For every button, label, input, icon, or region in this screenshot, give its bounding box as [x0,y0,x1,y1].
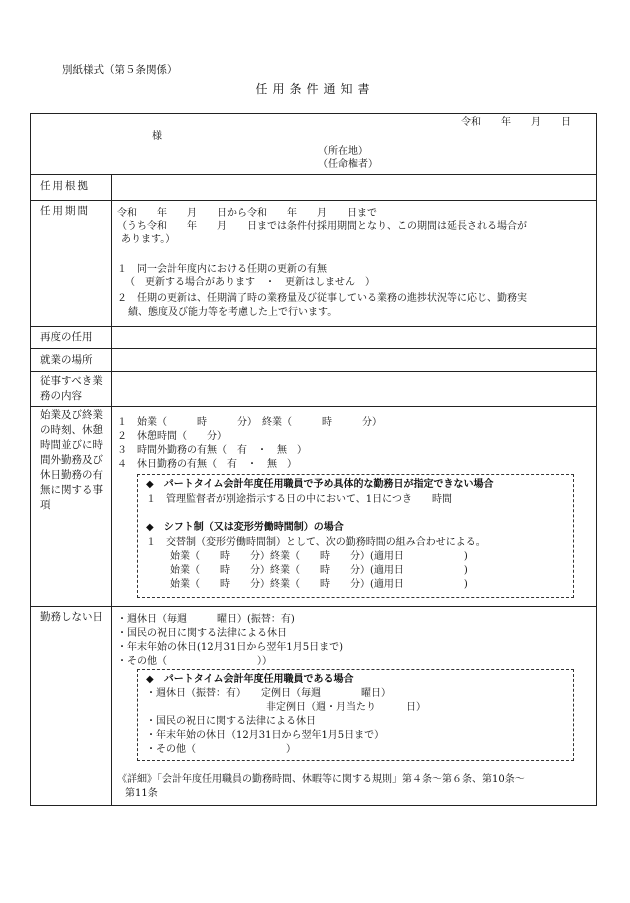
shift-line: 始業（ 時 分）終業（ 時 分）(適用日 ) [170,565,468,576]
divider [30,174,597,175]
box-line: ・その他（ ） [146,744,296,755]
hours-line: ２ 休憩時間（ 分） [117,431,227,442]
row-label-basis: 任用根拠 [40,180,90,192]
detail-line: 第11条 [125,788,158,799]
holiday-line: ・国民の祝日に関する法律による休日 [117,628,287,639]
hours-line: １ 始業（ 時 分） 終業（ 時 分） [117,417,382,428]
period-line: ２ 任期の更新は、任期満了時の業務量及び従事している業務の進捗状況等に応じ、勤務実 [117,293,527,304]
box-line: 非定例日（週・月当たり 日） [146,702,426,713]
row-label-period: 任用期間 [40,205,90,217]
part-time-holiday-box [137,669,574,761]
box-heading: ◆ シフト制（又は変形労働時間制）の場合 [146,522,344,533]
box-line: １ 管理監督者が別途指示する日の中において、1日につき 時間 [146,494,452,505]
location-label: （所在地） [318,146,368,157]
row-label-reappointment: 再度の任用 [40,331,93,343]
box-line: １ 交替制（変形労働時間制）として、次の勤務時間の組み合わせによる。 [146,537,486,548]
divider [30,326,597,327]
period-line: （うち令和 年 月 日までは条件付採用期間となり、この期間は延長される場合が [117,221,527,232]
box-line: ・年末年始の休日（12月31日から翌年1月5日まで） [146,730,385,741]
hours-line: ４ 休日勤務の有無（ 有 ・ 無 ） [117,459,297,470]
period-line: １ 同一会計年度内における任期の更新の有無 [117,264,327,275]
divider [30,200,597,201]
row-label-duties: 従事すべき業務の内容 [40,375,103,402]
row-label-hours: 始業及び終業の時刻、休憩時間並びに時間外勤務及び休日勤務の有無に関する事項 [40,409,103,511]
box-line: ・国民の祝日に関する法律による休日 [146,716,316,727]
issue-date: 令和 年 月 日 [461,117,571,128]
document-title: 任用条件通知書 [255,82,375,96]
appointer-label: （任命権者） [318,159,378,170]
hours-line: ３ 時間外勤務の有無（ 有 ・ 無 ） [117,445,307,456]
period-line: （ 更新する場合があります ・ 更新はしません ） [125,277,375,288]
holiday-line: ・その他（ ）） [117,656,272,667]
holiday-line: ・週休日（毎週 曜日）(振替：有) [117,614,295,625]
period-line: あります。） [121,234,176,245]
detail-line: 《詳細》「会計年度任用職員の勤務時間、休暇等に関する規則」第４条〜第６条、第10条〜 [117,774,525,785]
period-line: 令和 年 月 日から令和 年 月 日まで [117,208,377,219]
divider [30,371,597,372]
column-divider [111,174,112,806]
holiday-line: ・年末年始の休日(12月31日から翌年1月5日まで) [117,642,343,653]
period-line: 績、態度及び能力等を考慮した上で行います。 [128,307,338,318]
divider [30,406,597,407]
row-label-holidays: 勤務しない日 [40,611,103,623]
row-label-workplace: 就業の場所 [40,354,93,366]
variable-schedule-box [137,474,574,598]
form-label: 別紙様式（第５条関係） [62,64,178,76]
box-line: ・週休日（振替：有） 定例日（毎週 曜日） [146,688,391,699]
divider [30,606,597,607]
recipient-suffix: 様 [152,131,162,142]
divider [30,348,597,349]
shift-line: 始業（ 時 分）終業（ 時 分）(適用日 ) [170,551,468,562]
box-heading: ◆ パートタイム会計年度任用職員で予め具体的な勤務日が指定できない場合 [146,479,494,490]
shift-line: 始業（ 時 分）終業（ 時 分）(適用日 ) [170,579,468,590]
box-heading: ◆ パートタイム会計年度任用職員である場合 [146,674,354,685]
